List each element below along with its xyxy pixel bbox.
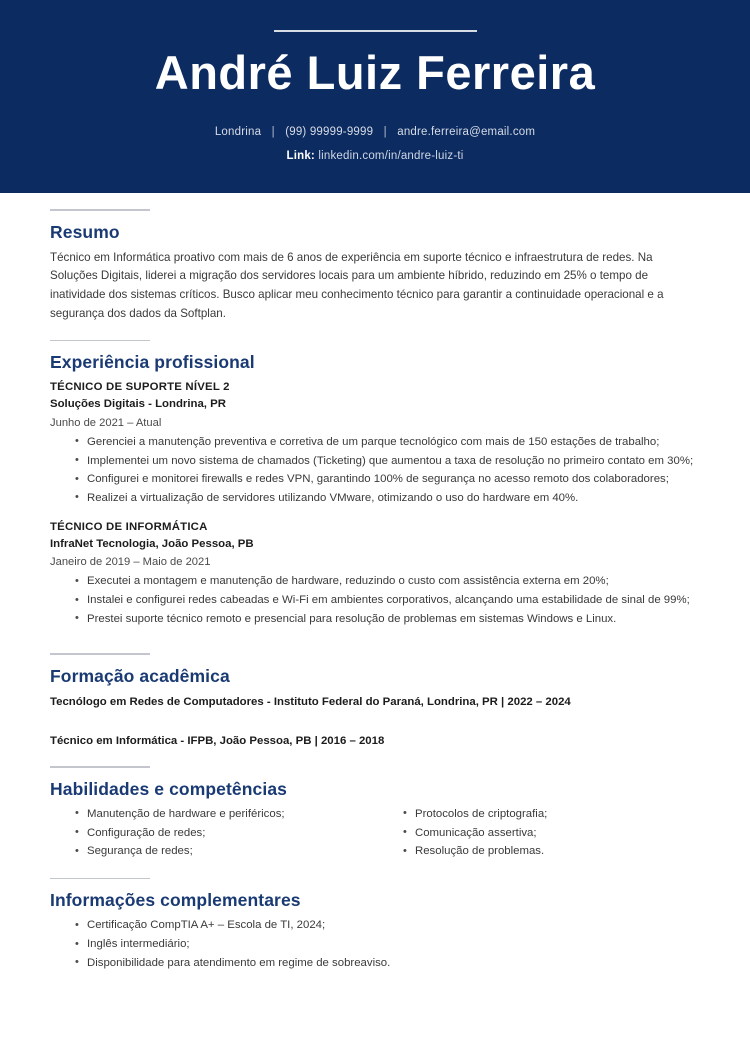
section-divider-rule xyxy=(50,766,150,768)
additional-info-item: • Inglês intermediário; xyxy=(75,936,700,954)
additional-info-item: • Disponibilidade para atendimento em regime de sobreaviso. xyxy=(75,955,700,973)
job-bullet: • Executei a montagem e manutenção de hardware, reduzindo o custo com assistência externa em 20%; xyxy=(75,573,700,591)
skill-item: • Configuração de redes; xyxy=(75,825,375,843)
job-title: TÉCNICO DE SUPORTE NÍVEL 2 xyxy=(50,381,230,394)
job-bullet: • Implementei um novo sistema de chamados (Ticketing) que aumentou a taxa de resolução no primeiro contato em 30%; xyxy=(75,453,700,471)
education-item: Técnico em Informática - IFPB, João Pessoa, PB | 2016 – 2018 xyxy=(50,735,385,748)
experience-item xyxy=(50,519,700,629)
section-resumo xyxy=(50,193,700,324)
page-title: André Luiz Ferreira xyxy=(154,46,596,99)
skills-list xyxy=(378,806,700,861)
additional-info-item: • Certificação CompTIA A+ – Escola de TI, 2024; xyxy=(75,917,700,935)
experience-item xyxy=(50,379,700,508)
additional-info-list xyxy=(50,917,700,972)
job-bullet: • Gerenciei a manutenção preventiva e corretiva de um parque tecnológico com mais de 150 estações de trabalho; xyxy=(75,434,700,452)
resumo-text: Técnico em Informática proativo com mais de 6 anos de experiência em suporte técnico e infraestrutura de redes. Na Soluções Digitais, liderei a migração dos servidores locais para um ambiente híbrido, reduzindo em 25% o tempo de inatividade dos sistemas críticos. Busco aplicar meu conhecimento técnico para garantir a continuidade operacional e a segurança dos dados da Softplan. xyxy=(50,250,664,320)
job-bullet: • Instalei e configurei redes cabeadas e Wi-Fi em ambientes corporativos, alcançando uma estabilidade de sinal de 99%; xyxy=(75,592,700,610)
job-dates: Janeiro de 2019 – Maio de 2021 xyxy=(50,556,211,569)
education-item: Tecnólogo em Redes de Computadores - Instituto Federal do Paraná, Londrina, PR | 2022 – 2024 xyxy=(50,695,571,708)
skill-item: • Segurança de redes; xyxy=(75,843,375,861)
job-company: InfraNet Tecnologia, João Pessoa, PB xyxy=(50,537,254,550)
section-title-experiencia: Experiência profissional xyxy=(50,352,255,373)
skill-item: • Comunicação assertiva; xyxy=(403,825,700,843)
job-dates: Junho de 2021 – Atual xyxy=(50,416,162,429)
contact-link-line xyxy=(0,150,750,162)
linkedin-url[interactable]: linkedin.com/in/andre-luiz-ti xyxy=(318,149,464,162)
skill-item: • Protocolos de criptografia; xyxy=(403,806,700,824)
section-title-formacao: Formação acadêmica xyxy=(50,665,230,686)
section-divider-rule xyxy=(50,340,150,342)
job-bullet: • Configurei e monitorei firewalls e redes VPN, garantindo 100% de segurança no acesso remoto dos colaboradores; xyxy=(75,471,700,489)
section-title-informacoes: Informações complementares xyxy=(50,890,301,911)
skills-column-right xyxy=(375,806,700,862)
contact-separator-1: | xyxy=(271,126,275,139)
skills-list xyxy=(50,806,375,861)
section-informacoes xyxy=(50,862,700,973)
resume-body xyxy=(0,193,750,972)
section-divider-rule xyxy=(50,209,150,211)
skills-column-left xyxy=(50,806,375,862)
link-label: Link: xyxy=(286,149,315,162)
section-title-habilidades: Habilidades e competências xyxy=(50,778,287,799)
section-title-resumo: Resumo xyxy=(50,221,120,242)
job-company: Soluções Digitais - Londrina, PR xyxy=(50,398,226,411)
section-formacao xyxy=(50,637,700,750)
contact-separator-2: | xyxy=(383,126,387,139)
section-divider-rule xyxy=(50,878,150,880)
job-bullet-list xyxy=(50,434,700,508)
job-title: TÉCNICO DE INFORMÁTICA xyxy=(50,520,208,533)
job-bullet: • Realizei a virtualização de servidores utilizando VMware, otimizando o uso do hardware em 40%. xyxy=(75,490,700,508)
section-habilidades xyxy=(50,750,700,862)
header-divider-rule xyxy=(274,30,477,32)
resume-header xyxy=(0,0,750,193)
contact-email[interactable]: andre.ferreira@email.com xyxy=(397,126,536,139)
job-bullet: • Prestei suporte técnico remoto e presencial para resolução de problemas em sistemas Windows e Linux. xyxy=(75,611,700,629)
contact-line xyxy=(0,124,750,141)
section-divider-rule xyxy=(50,653,150,655)
contact-location: Londrina xyxy=(214,126,262,139)
section-experiencia xyxy=(50,324,700,629)
contact-phone: (99) 99999-9999 xyxy=(285,126,374,139)
job-bullet-list xyxy=(50,573,700,628)
skills-columns xyxy=(50,806,700,862)
skill-item: • Manutenção de hardware e periféricos; xyxy=(75,806,375,824)
skill-item: • Resolução de problemas. xyxy=(403,843,700,861)
